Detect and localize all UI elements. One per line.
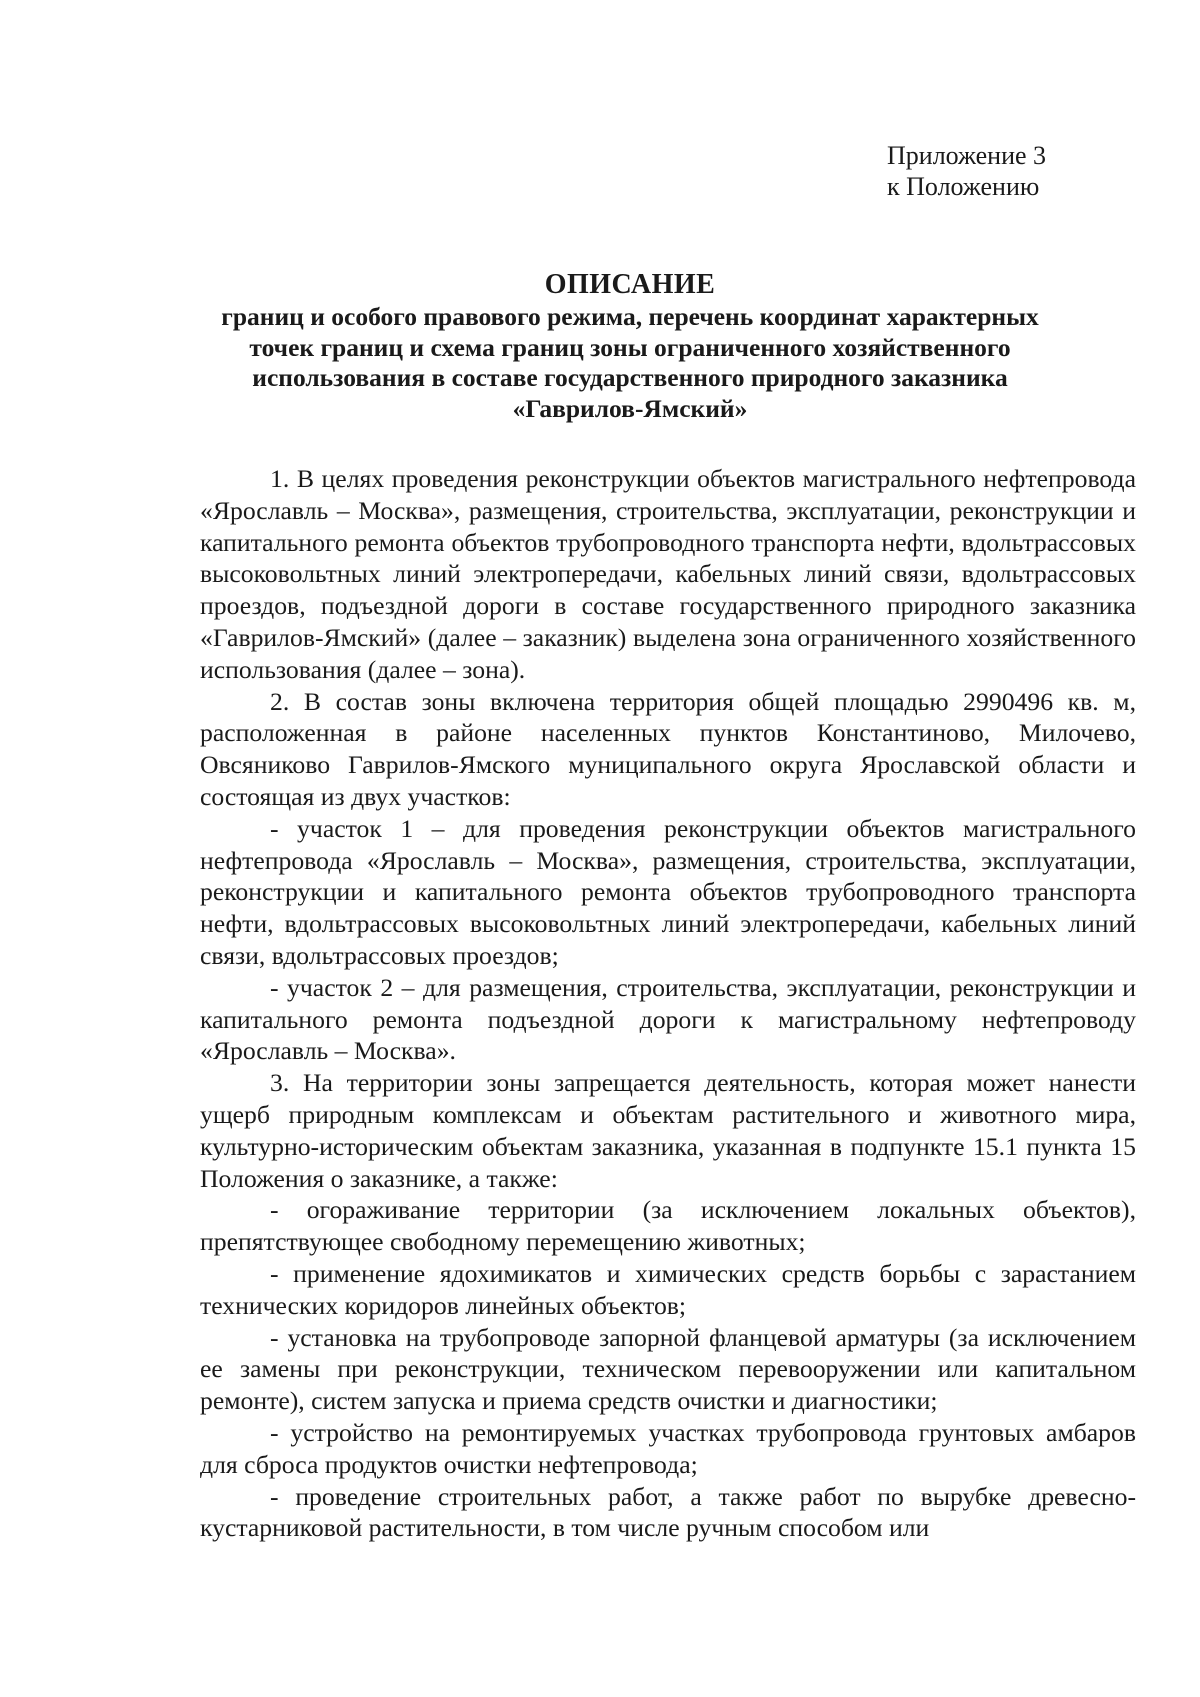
paragraph-5: 3. На территории зоны запрещается деятельность, которая может нанести ущерб природным комплексам и объектам растительного и животного мира, культурно-историческим объектам заказника, указанная в подпункте 15.1 пункта 15 Положения о заказнике, а также: (200, 1068, 1136, 1193)
document-subtitle (190, 302, 1070, 424)
paragraph-2: 2. В состав зоны включена территория общей площадью 2990496 кв. м, расположенная в районе населенных пунктов Константиново, Милочево, Овсяниково Гаврилов-Ямского муниципального округа Ярославской области и состоящая из двух участков: (200, 686, 1136, 811)
subtitle-line-2: точек границ и схема границ зоны ограниченного хозяйственного (249, 332, 1011, 362)
document-title: ОПИСАНИЕ (544, 269, 716, 300)
paragraph-10-list-item: - проведение строительных работ, а также работ по вырубке древесно-кустарниковой растительности, в том числе ручным способом или (200, 1481, 1136, 1543)
appendix-line-2: к Положению (887, 172, 1040, 201)
document-body (200, 463, 1136, 1544)
document-title-block (190, 268, 1070, 424)
appendix-reference (887, 140, 1046, 202)
paragraph-4-list-item: - участок 2 – для размещения, строительства, эксплуатации, реконструкции и капитального ремонта подъездной дороги к магистральному нефтепроводу «Ярославль – Москва». (200, 972, 1136, 1066)
paragraph-8-list-item: - установка на трубопроводе запорной фланцевой арматуры (за исключением ее замены при реконструкции, техническом перевооружении или капитальном ремонте), систем запуска и приема средств очистки и диагностики; (200, 1322, 1136, 1416)
paragraph-9-list-item: - устройство на ремонтируемых участках трубопровода грунтовых амбаров для сброса продуктов очистки нефтепровода; (200, 1417, 1136, 1479)
subtitle-line-4: «Гаврилов-Ямский» (512, 393, 748, 423)
paragraph-1: 1. В целях проведения реконструкции объектов магистрального нефтепровода «Ярославль – Москва», размещения, строительства, эксплуатации, реконструкции и капитального ремонта объектов трубопроводного транспорта нефти, вдольтрассовых высоковольтных линий электропередачи, кабельных линий связи, вдольтрассовых проездов, подъездной дороги в составе государственного природного заказника «Гаврилов-Ямский» (далее – заказник) выделена зона ограниченного хозяйственного использования (далее – зона). (200, 464, 1136, 684)
paragraph-7-list-item: - применение ядохимикатов и химических средств борьбы с зарастанием технических коридоров линейных объектов; (200, 1258, 1136, 1320)
subtitle-line-1: границ и особого правового режима, перечень координат характерных (221, 302, 1039, 331)
subtitle-line-3: использования в составе государственного природного заказника (252, 363, 1008, 393)
paragraph-6-list-item: - огораживание территории (за исключением локальных объектов), препятствующее свободному перемещению животных; (200, 1195, 1136, 1257)
paragraph-3-list-item: - участок 1 – для проведения реконструкции объектов магистрального нефтепровода «Ярославль – Москва», размещения, строительства, эксплуатации, реконструкции и капитального ремонта объектов трубопроводного транспорта нефти, вдольтрассовых высоковольтных линий электропередачи, кабельных линий связи, вдольтрассовых проездов; (200, 813, 1136, 970)
appendix-line-1: Приложение 3 (887, 141, 1047, 170)
